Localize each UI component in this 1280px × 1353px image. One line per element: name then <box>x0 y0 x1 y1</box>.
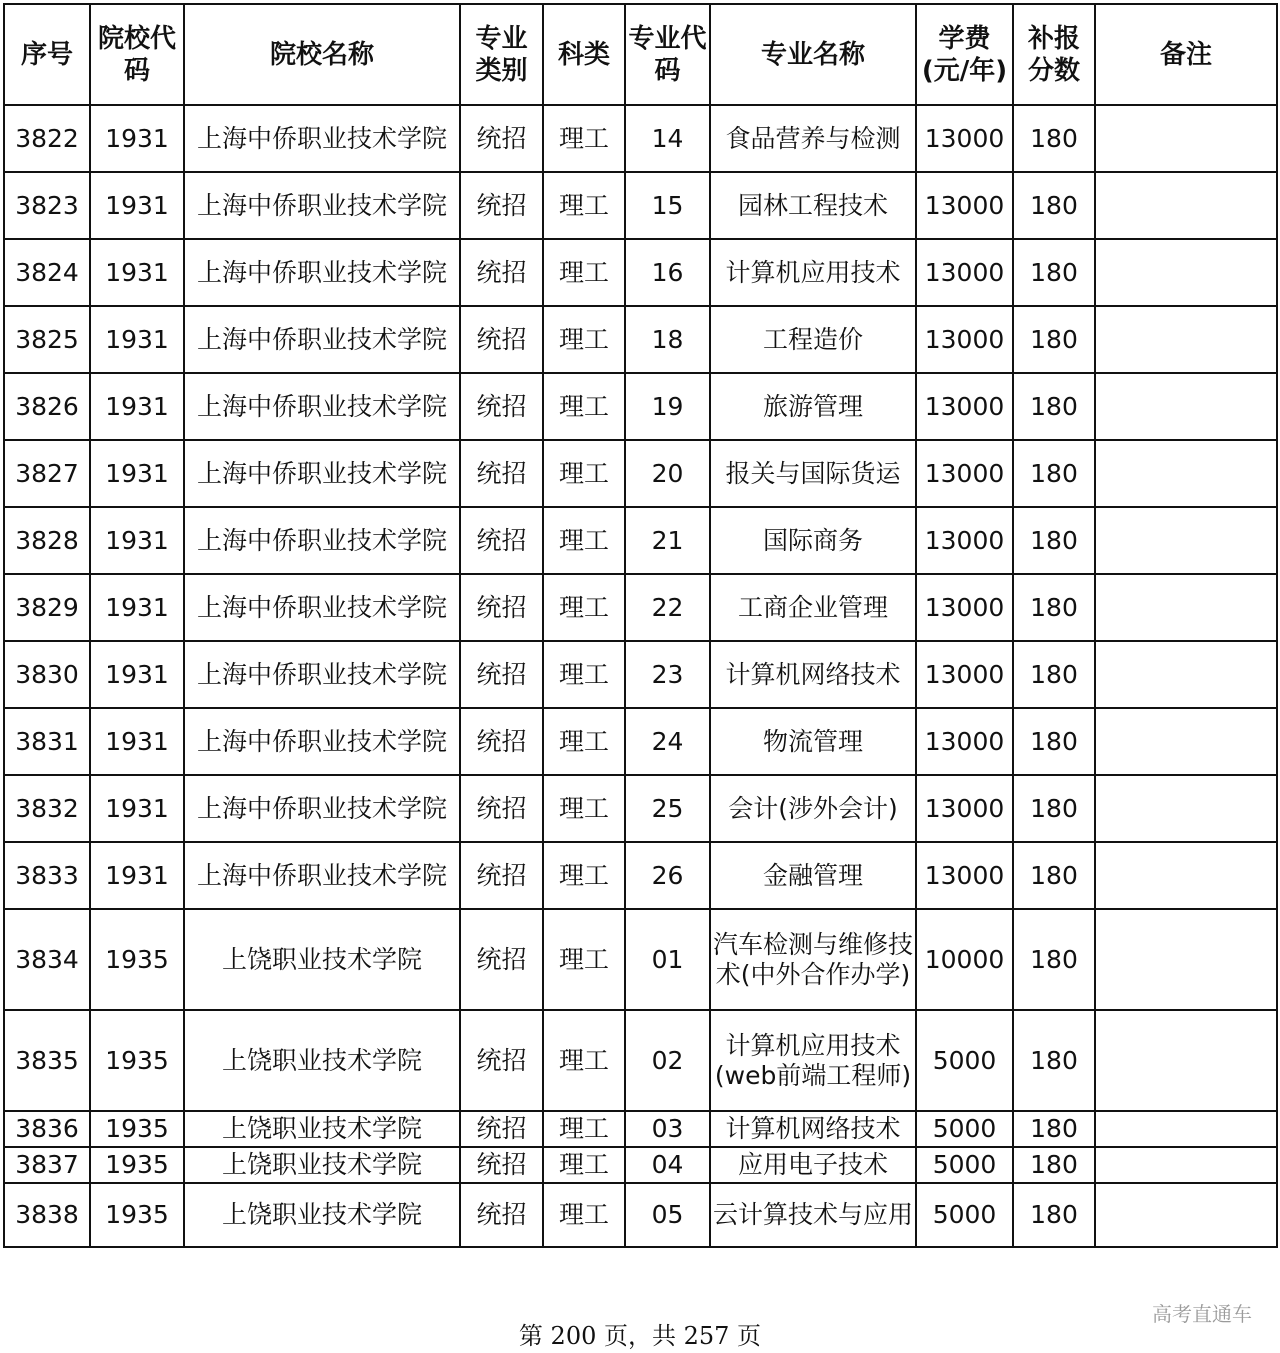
tuition-cell: 13000 <box>916 641 1013 708</box>
school-name-cell: 上海中侨职业技术学院 <box>184 708 460 775</box>
seq-cell: 3822 <box>4 105 90 172</box>
table-row <box>4 373 1277 440</box>
header-seq: 序号 <box>4 4 90 105</box>
seq-cell: 3829 <box>4 574 90 641</box>
header-row <box>4 4 1277 105</box>
table-row <box>4 574 1277 641</box>
score-cell: 180 <box>1013 239 1095 306</box>
table-row <box>4 1111 1277 1147</box>
subject-cell: 理工 <box>543 775 625 842</box>
school-name-cell: 上海中侨职业技术学院 <box>184 775 460 842</box>
major-name-cell: 计算机网络技术 <box>710 1111 916 1147</box>
major-code-cell: 05 <box>625 1183 710 1247</box>
major-name-cell: 金融管理 <box>710 842 916 909</box>
major-code-cell: 15 <box>625 172 710 239</box>
seq-cell: 3825 <box>4 306 90 373</box>
school-code-cell: 1931 <box>90 239 184 306</box>
school-name-cell: 上海中侨职业技术学院 <box>184 507 460 574</box>
table-row <box>4 1010 1277 1111</box>
category-cell: 统招 <box>460 105 543 172</box>
tuition-cell: 13000 <box>916 105 1013 172</box>
score-cell: 180 <box>1013 373 1095 440</box>
table-row <box>4 239 1277 306</box>
school-name-cell: 上海中侨职业技术学院 <box>184 842 460 909</box>
seq-cell: 3831 <box>4 708 90 775</box>
remark-cell <box>1095 440 1277 507</box>
school-code-cell: 1935 <box>90 1010 184 1111</box>
seq-cell: 3824 <box>4 239 90 306</box>
subject-cell: 理工 <box>543 373 625 440</box>
table-row <box>4 909 1277 1010</box>
major-name-cell: 工程造价 <box>710 306 916 373</box>
remark-cell <box>1095 239 1277 306</box>
header-remark: 备注 <box>1095 4 1277 105</box>
table-row <box>4 172 1277 239</box>
seq-cell: 3837 <box>4 1147 90 1183</box>
seq-cell: 3828 <box>4 507 90 574</box>
score-cell: 180 <box>1013 1183 1095 1247</box>
seq-cell: 3836 <box>4 1111 90 1147</box>
tuition-cell: 13000 <box>916 172 1013 239</box>
seq-cell: 3835 <box>4 1010 90 1111</box>
remark-cell <box>1095 1010 1277 1111</box>
category-cell: 统招 <box>460 239 543 306</box>
major-code-cell: 16 <box>625 239 710 306</box>
tuition-cell: 13000 <box>916 239 1013 306</box>
school-name-cell: 上海中侨职业技术学院 <box>184 172 460 239</box>
major-name-cell: 云计算技术与应用 <box>710 1183 916 1247</box>
seq-cell: 3826 <box>4 373 90 440</box>
score-cell: 180 <box>1013 641 1095 708</box>
tuition-cell: 13000 <box>916 373 1013 440</box>
table-row <box>4 440 1277 507</box>
major-code-cell: 21 <box>625 507 710 574</box>
seq-cell: 3832 <box>4 775 90 842</box>
tuition-cell: 13000 <box>916 775 1013 842</box>
remark-cell <box>1095 306 1277 373</box>
remark-cell <box>1095 172 1277 239</box>
remark-cell <box>1095 909 1277 1010</box>
tuition-cell: 5000 <box>916 1147 1013 1183</box>
major-name-cell: 工商企业管理 <box>710 574 916 641</box>
major-name-cell: 计算机应用技术 <box>710 239 916 306</box>
table-row <box>4 306 1277 373</box>
subject-cell: 理工 <box>543 105 625 172</box>
category-cell: 统招 <box>460 507 543 574</box>
remark-cell <box>1095 842 1277 909</box>
school-code-cell: 1931 <box>90 641 184 708</box>
score-cell: 180 <box>1013 842 1095 909</box>
table-row <box>4 1147 1277 1183</box>
major-name-cell: 应用电子技术 <box>710 1147 916 1183</box>
major-code-cell: 20 <box>625 440 710 507</box>
score-cell: 180 <box>1013 574 1095 641</box>
school-name-cell: 上饶职业技术学院 <box>184 909 460 1010</box>
major-code-cell: 23 <box>625 641 710 708</box>
remark-cell <box>1095 775 1277 842</box>
header-subject: 科类 <box>543 4 625 105</box>
remark-cell <box>1095 105 1277 172</box>
score-cell: 180 <box>1013 507 1095 574</box>
subject-cell: 理工 <box>543 440 625 507</box>
major-code-cell: 26 <box>625 842 710 909</box>
page-footer: 第 200 页，共 257 页 <box>518 1322 762 1350</box>
school-code-cell: 1935 <box>90 909 184 1010</box>
school-name-cell: 上海中侨职业技术学院 <box>184 574 460 641</box>
school-code-cell: 1931 <box>90 306 184 373</box>
table-row <box>4 507 1277 574</box>
major-code-cell: 02 <box>625 1010 710 1111</box>
tuition-cell: 13000 <box>916 842 1013 909</box>
remark-cell <box>1095 708 1277 775</box>
school-code-cell: 1935 <box>90 1147 184 1183</box>
seq-cell: 3838 <box>4 1183 90 1247</box>
category-cell: 统招 <box>460 1111 543 1147</box>
score-cell: 180 <box>1013 105 1095 172</box>
major-name-cell: 食品营养与检测 <box>710 105 916 172</box>
category-cell: 统招 <box>460 641 543 708</box>
remark-cell <box>1095 373 1277 440</box>
school-code-cell: 1931 <box>90 708 184 775</box>
school-name-cell: 上海中侨职业技术学院 <box>184 641 460 708</box>
school-name-cell: 上饶职业技术学院 <box>184 1147 460 1183</box>
header-category: 专业类别 <box>460 4 543 105</box>
score-cell: 180 <box>1013 1010 1095 1111</box>
major-code-cell: 03 <box>625 1111 710 1147</box>
subject-cell: 理工 <box>543 574 625 641</box>
header-school-code: 院校代码 <box>90 4 184 105</box>
remark-cell <box>1095 1111 1277 1147</box>
category-cell: 统招 <box>460 909 543 1010</box>
subject-cell: 理工 <box>543 306 625 373</box>
category-cell: 统招 <box>460 574 543 641</box>
score-cell: 180 <box>1013 172 1095 239</box>
subject-cell: 理工 <box>543 909 625 1010</box>
remark-cell <box>1095 641 1277 708</box>
score-cell: 180 <box>1013 708 1095 775</box>
major-name-cell: 会计(涉外会计) <box>710 775 916 842</box>
score-cell: 180 <box>1013 440 1095 507</box>
major-code-cell: 18 <box>625 306 710 373</box>
school-code-cell: 1931 <box>90 574 184 641</box>
category-cell: 统招 <box>460 306 543 373</box>
score-cell: 180 <box>1013 1111 1095 1147</box>
header-major-code: 专业代码 <box>625 4 710 105</box>
school-code-cell: 1931 <box>90 373 184 440</box>
category-cell: 统招 <box>460 440 543 507</box>
category-cell: 统招 <box>460 1147 543 1183</box>
score-cell: 180 <box>1013 775 1095 842</box>
major-name-cell: 计算机网络技术 <box>710 641 916 708</box>
table-row <box>4 105 1277 172</box>
major-name-cell: 国际商务 <box>710 507 916 574</box>
table-row <box>4 708 1277 775</box>
tuition-cell: 13000 <box>916 440 1013 507</box>
major-code-cell: 01 <box>625 909 710 1010</box>
major-name-cell: 旅游管理 <box>710 373 916 440</box>
subject-cell: 理工 <box>543 1147 625 1183</box>
remark-cell <box>1095 1183 1277 1247</box>
score-cell: 180 <box>1013 909 1095 1010</box>
category-cell: 统招 <box>460 775 543 842</box>
seq-cell: 3823 <box>4 172 90 239</box>
school-code-cell: 1931 <box>90 172 184 239</box>
tuition-cell: 13000 <box>916 574 1013 641</box>
watermark: 高考直通车 <box>1152 1302 1252 1326</box>
category-cell: 统招 <box>460 842 543 909</box>
table-row <box>4 641 1277 708</box>
category-cell: 统招 <box>460 373 543 440</box>
subject-cell: 理工 <box>543 708 625 775</box>
subject-cell: 理工 <box>543 1010 625 1111</box>
seq-cell: 3830 <box>4 641 90 708</box>
tuition-cell: 5000 <box>916 1183 1013 1247</box>
school-name-cell: 上海中侨职业技术学院 <box>184 239 460 306</box>
major-code-cell: 22 <box>625 574 710 641</box>
remark-cell <box>1095 574 1277 641</box>
major-code-cell: 04 <box>625 1147 710 1183</box>
major-name-cell: 报关与国际货运 <box>710 440 916 507</box>
school-code-cell: 1935 <box>90 1111 184 1147</box>
major-name-cell: 园林工程技术 <box>710 172 916 239</box>
school-code-cell: 1935 <box>90 1183 184 1247</box>
table-row <box>4 1183 1277 1247</box>
tuition-cell: 5000 <box>916 1010 1013 1111</box>
subject-cell: 理工 <box>543 239 625 306</box>
category-cell: 统招 <box>460 1010 543 1111</box>
subject-cell: 理工 <box>543 641 625 708</box>
school-name-cell: 上海中侨职业技术学院 <box>184 105 460 172</box>
tuition-cell: 13000 <box>916 306 1013 373</box>
remark-cell <box>1095 1147 1277 1183</box>
subject-cell: 理工 <box>543 507 625 574</box>
subject-cell: 理工 <box>543 842 625 909</box>
header-tuition: 学费(元/年) <box>916 4 1013 105</box>
major-name-cell: 计算机应用技术(web前端工程师) <box>710 1010 916 1111</box>
tuition-cell: 13000 <box>916 507 1013 574</box>
school-code-cell: 1931 <box>90 105 184 172</box>
remark-cell <box>1095 507 1277 574</box>
school-name-cell: 上饶职业技术学院 <box>184 1111 460 1147</box>
school-name-cell: 上饶职业技术学院 <box>184 1010 460 1111</box>
school-name-cell: 上饶职业技术学院 <box>184 1183 460 1247</box>
major-code-cell: 25 <box>625 775 710 842</box>
major-code-cell: 19 <box>625 373 710 440</box>
seq-cell: 3834 <box>4 909 90 1010</box>
category-cell: 统招 <box>460 1183 543 1247</box>
tuition-cell: 5000 <box>916 1111 1013 1147</box>
major-code-cell: 14 <box>625 105 710 172</box>
major-name-cell: 物流管理 <box>710 708 916 775</box>
school-code-cell: 1931 <box>90 440 184 507</box>
major-code-cell: 24 <box>625 708 710 775</box>
school-name-cell: 上海中侨职业技术学院 <box>184 306 460 373</box>
subject-cell: 理工 <box>543 1111 625 1147</box>
header-school-name: 院校名称 <box>184 4 460 105</box>
school-code-cell: 1931 <box>90 842 184 909</box>
table-row <box>4 842 1277 909</box>
score-cell: 180 <box>1013 1147 1095 1183</box>
admission-table <box>3 3 1278 1248</box>
subject-cell: 理工 <box>543 172 625 239</box>
seq-cell: 3827 <box>4 440 90 507</box>
header-score: 补报分数 <box>1013 4 1095 105</box>
tuition-cell: 10000 <box>916 909 1013 1010</box>
major-name-cell: 汽车检测与维修技术(中外合作办学) <box>710 909 916 1010</box>
header-major-name: 专业名称 <box>710 4 916 105</box>
school-code-cell: 1931 <box>90 775 184 842</box>
category-cell: 统招 <box>460 708 543 775</box>
subject-cell: 理工 <box>543 1183 625 1247</box>
seq-cell: 3833 <box>4 842 90 909</box>
school-code-cell: 1931 <box>90 507 184 574</box>
tuition-cell: 13000 <box>916 708 1013 775</box>
school-name-cell: 上海中侨职业技术学院 <box>184 440 460 507</box>
table-row <box>4 775 1277 842</box>
category-cell: 统招 <box>460 172 543 239</box>
score-cell: 180 <box>1013 306 1095 373</box>
school-name-cell: 上海中侨职业技术学院 <box>184 373 460 440</box>
